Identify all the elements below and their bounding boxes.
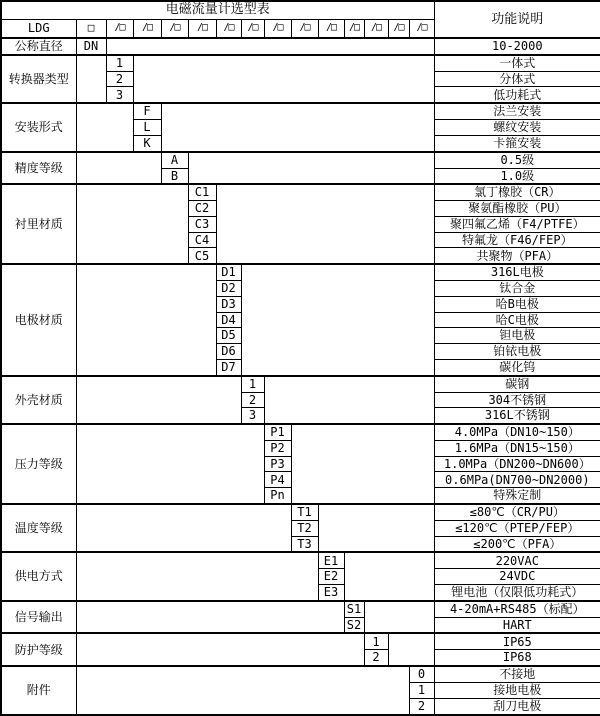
spacer-cell [106,38,434,55]
code-cell: C4 [188,232,216,248]
spacer-cell [76,601,344,634]
code-cell: 1 [364,633,388,649]
code-cell: T2 [291,520,318,536]
spacer-cell [76,666,409,715]
category-label: 公称直径 [1,38,76,55]
code-cell: L [133,120,161,136]
code-cell: S1 [344,601,364,617]
code-cell: F [133,103,161,119]
spacer-cell [364,601,434,634]
category-label: 温度等级 [1,504,76,552]
code-cell: 1 [106,55,133,71]
function-description: 哈B电极 [434,296,600,312]
function-description: 特殊定制 [434,488,600,504]
code-cell: P3 [264,456,291,472]
code-cell: T1 [291,504,318,520]
code-cell: 2 [409,698,434,715]
spacer-cell [264,376,434,424]
category-label: 安装形式 [1,103,76,151]
code-cell: T3 [291,536,318,552]
category-label: 防护等级 [1,633,76,666]
code-cell: P4 [264,472,291,488]
function-description: 24VDC [434,569,600,585]
model-code-slash-box: /□ [388,19,409,38]
model-code-slash-box: /□ [291,19,318,38]
model-prefix: LDG [1,19,76,38]
function-description: 卡箍安装 [434,135,600,151]
function-description: 法兰安装 [434,103,600,119]
code-cell: 2 [241,392,264,408]
code-cell: D1 [216,264,241,280]
code-cell: 2 [364,650,388,666]
code-cell: K [133,135,161,151]
category-label: 附件 [1,666,76,715]
code-cell: C1 [188,184,216,200]
spacer-cell [291,424,434,504]
model-code-slash-box: /□ [364,19,388,38]
function-description: 316L不锈钢 [434,408,600,424]
code-cell: E3 [318,584,344,600]
model-code-slash-box: /□ [133,19,161,38]
function-description: 特氟龙（F46/FEP） [434,232,600,248]
function-description: 低功耗式 [434,87,600,103]
code-cell: D7 [216,359,241,375]
function-column-header: 功能说明 [434,1,600,38]
code-cell: D6 [216,344,241,360]
spacer-cell [76,55,106,103]
function-description: 304不锈钢 [434,392,600,408]
function-description: 0.5级 [434,152,600,168]
code-cell: P2 [264,440,291,456]
function-description: 4-20mA+RS485（标配） [434,601,600,617]
spacer-cell [76,504,291,552]
code-cell: B [161,168,188,184]
category-label: 信号输出 [1,601,76,634]
category-label: 供电方式 [1,552,76,600]
function-description: 接地电极 [434,682,600,698]
category-label: 压力等级 [1,424,76,504]
category-label: 电极材质 [1,264,76,375]
code-cell: 1 [241,376,264,392]
function-description: 316L电极 [434,264,600,280]
function-description: ≤200℃（PFA） [434,536,600,552]
spacer-cell [76,376,241,424]
function-description: 0.6MPa(DN700~DN2000) [434,472,600,488]
function-description: 分体式 [434,71,600,87]
code-cell: E2 [318,569,344,585]
function-description: 钽电极 [434,328,600,344]
function-description: 10-2000 [434,38,600,55]
function-description: 碳化钨 [434,359,600,375]
spacer-cell [76,184,188,264]
function-description: 不接地 [434,666,600,682]
code-cell: DN [76,38,106,55]
spacer-cell [161,103,434,151]
code-cell: D5 [216,328,241,344]
function-description: 220VAC [434,552,600,568]
function-description: 4.0MPa（DN10~150） [434,424,600,440]
code-cell: A [161,152,188,168]
code-cell: D2 [216,281,241,297]
model-code-slash-box: /□ [409,19,434,38]
code-cell: C5 [188,248,216,264]
code-cell: 3 [106,87,133,103]
category-label: 外壳材质 [1,376,76,424]
code-cell: 2 [106,71,133,87]
function-description: IP68 [434,650,600,666]
function-description: 铂铱电极 [434,344,600,360]
model-code-slash-box: /□ [318,19,344,38]
function-description: 钛合金 [434,281,600,297]
model-code-box: □ [76,19,106,38]
function-description: 1.0MPa（DN200~DN600） [434,456,600,472]
page-title: 电磁流量计选型表 [1,1,434,19]
code-cell: 3 [241,408,264,424]
function-description: 螺纹安装 [434,120,600,136]
function-description: 聚氨酯橡胶（PU） [434,201,600,217]
category-label: 精度等级 [1,152,76,185]
spacer-cell [318,504,434,552]
function-description: 聚四氟乙烯（F4/PTFE） [434,216,600,232]
function-description: ≤120℃（PTEP/FEP） [434,520,600,536]
function-description: IP65 [434,633,600,649]
code-cell: 0 [409,666,434,682]
model-code-slash-box: /□ [216,19,241,38]
function-description: HART [434,617,600,633]
model-code-slash-box: /□ [241,19,264,38]
model-code-slash-box: /□ [161,19,188,38]
code-cell: 1 [409,682,434,698]
function-description: 氯丁橡胶（CR） [434,184,600,200]
spacer-cell [76,264,216,375]
code-cell: D3 [216,296,241,312]
model-code-slash-box: /□ [188,19,216,38]
spacer-cell [76,552,318,600]
spacer-cell [388,633,434,666]
function-description: 哈C电极 [434,312,600,328]
model-code-slash-box: /□ [264,19,291,38]
spacer-cell [76,424,264,504]
code-cell: P1 [264,424,291,440]
category-label: 转换器类型 [1,55,76,103]
spacer-cell [344,552,434,600]
spacer-cell [188,152,434,185]
function-description: 刮刀电极 [434,698,600,715]
function-description: 共聚物（PFA） [434,248,600,264]
function-description: 1.6MPa（DN15~150） [434,440,600,456]
spacer-cell [76,633,364,666]
spacer-cell [241,264,434,375]
code-cell: Pn [264,488,291,504]
function-description: 1.0级 [434,168,600,184]
code-cell: D4 [216,312,241,328]
model-code-slash-box: /□ [106,19,133,38]
selection-table-body [1,1,600,715]
code-cell: S2 [344,617,364,633]
function-description: 碳钢 [434,376,600,392]
category-label: 衬里材质 [1,184,76,264]
spacer-cell [76,103,133,151]
code-cell: E1 [318,552,344,568]
spacer-cell [133,55,434,103]
code-cell: C3 [188,216,216,232]
function-description: ≤80℃（CR/PU） [434,504,600,520]
spacer-cell [76,152,161,185]
function-description: 锂电池（仅限低功耗式） [434,584,600,600]
code-cell: C2 [188,201,216,217]
spacer-cell [216,184,434,264]
model-code-slash-box: /□ [344,19,364,38]
function-description: 一体式 [434,55,600,71]
